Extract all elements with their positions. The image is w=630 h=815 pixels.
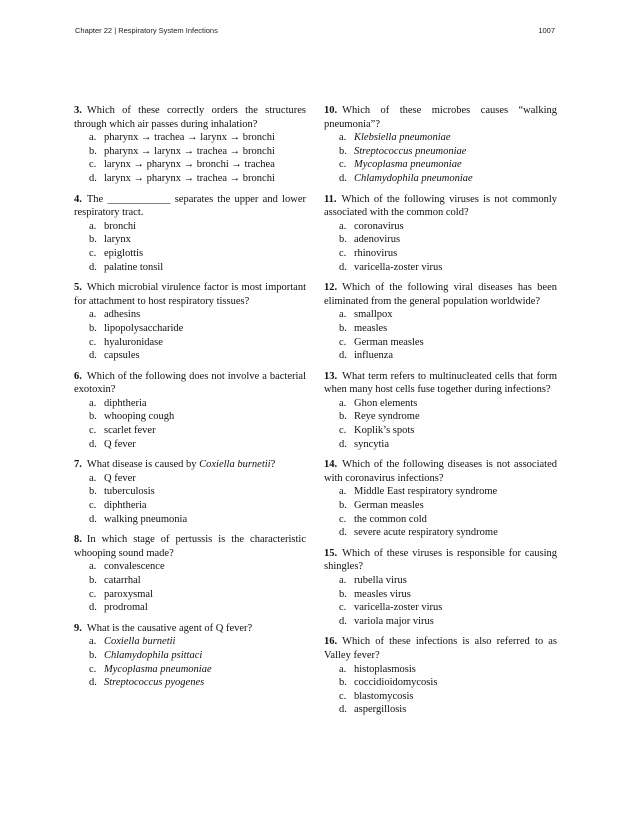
option-text: adenovirus (354, 234, 401, 246)
answer-option (324, 601, 557, 615)
question-number: 13. (324, 370, 338, 382)
option-text: histoplasmosis (354, 663, 416, 675)
option-text: Mycoplasma pneumoniae (354, 159, 462, 171)
answer-option (324, 322, 557, 336)
option-letter: b. (89, 649, 97, 661)
option-letter: b. (339, 322, 347, 334)
answer-option (74, 601, 306, 615)
option-text: palatine tonsil (104, 261, 164, 273)
stem-text: Which microbial virulence factor is most important for attachment to host respiratory tissues? (74, 282, 306, 307)
option-letter: a. (89, 397, 97, 409)
answer-options (324, 397, 557, 451)
question-15 (324, 547, 557, 629)
stem-text: What disease is caused by (86, 459, 200, 471)
answer-option (324, 397, 557, 411)
stem-text: What is the causative agent of Q fever? (86, 622, 253, 634)
answer-option (324, 349, 557, 363)
option-letter: a. (339, 309, 347, 321)
option-text: Chlamydophila pneumoniae (354, 172, 473, 184)
option-text: epiglottis (104, 247, 144, 259)
option-text: larynx → pharynx → bronchi → trachea (104, 159, 275, 171)
option-letter: d. (89, 438, 97, 450)
question-number: 5. (74, 282, 82, 294)
option-text: coccidioidomycosis (354, 677, 438, 689)
question-stem (74, 458, 306, 472)
stem-text: The ____________ separates the upper and lower respiratory tract. (74, 193, 306, 219)
question-3 (74, 104, 306, 186)
question-stem (74, 281, 306, 308)
option-text: hyaluronidase (104, 336, 163, 348)
answer-options (74, 560, 306, 614)
option-letter: a. (339, 486, 347, 498)
option-letter: d. (339, 172, 347, 184)
stem-text: Which of the following diseases is not associated with coronavirus infections? (324, 459, 557, 484)
answer-option (324, 676, 557, 690)
question-9 (74, 622, 306, 690)
answer-option (74, 172, 306, 186)
answer-option (324, 485, 557, 499)
question-stem (324, 458, 557, 485)
option-text: Middle East respiratory syndrome (354, 486, 498, 498)
answer-options (324, 131, 557, 185)
answer-option (324, 145, 557, 159)
option-text: diphtheria (104, 397, 147, 409)
answer-option (324, 220, 557, 234)
answer-option (74, 233, 306, 247)
answer-option (74, 349, 306, 363)
option-text: whooping cough (104, 411, 175, 423)
right-question-column (324, 104, 557, 717)
answer-options (74, 220, 306, 274)
answer-option (324, 663, 557, 677)
answer-options (324, 663, 557, 717)
option-letter: c. (339, 690, 347, 702)
answer-options (324, 220, 557, 274)
option-letter: d. (339, 615, 347, 627)
answer-options (74, 472, 306, 526)
option-text: aspergillosis (354, 704, 407, 716)
answer-option (74, 336, 306, 350)
question-number: 8. (74, 534, 82, 546)
question-number: 9. (74, 622, 82, 634)
question-stem (324, 193, 557, 220)
stem-text: In which stage of pertussis is the characteristic whooping sound made? (74, 534, 306, 559)
question-stem (324, 370, 557, 397)
option-text: convalescence (104, 561, 165, 573)
question-number: 16. (324, 636, 338, 648)
question-number: 11. (324, 193, 337, 205)
option-letter: b. (89, 486, 97, 498)
stem-text: Which of the following does not involve a bacterial exotoxin? (74, 370, 306, 396)
answer-option (324, 410, 557, 424)
option-letter: c. (89, 500, 97, 512)
answer-option (74, 308, 306, 322)
question-8 (74, 533, 306, 615)
option-letter: d. (339, 261, 347, 273)
answer-options (324, 485, 557, 539)
running-header-chapter: Chapter 22 | Respiratory System Infections (75, 26, 218, 35)
option-text: smallpox (354, 309, 393, 321)
stem-text: Which of these infections is also referred to as Valley fever? (324, 636, 557, 661)
question-14 (324, 458, 557, 540)
answer-option (74, 574, 306, 588)
option-text: adhesins (104, 309, 141, 321)
answer-option (74, 663, 306, 677)
answer-option (74, 472, 306, 486)
option-text: walking pneumonia (104, 513, 188, 525)
answer-option (324, 615, 557, 629)
question-5 (74, 281, 306, 363)
question-number: 10. (324, 105, 338, 116)
option-text: syncytia (354, 438, 389, 450)
option-text: Koplik’s spots (354, 425, 415, 437)
question-number: 6. (74, 370, 82, 382)
option-text: Chlamydophila psittaci (104, 649, 203, 661)
answer-option (74, 247, 306, 261)
option-letter: a. (339, 397, 347, 409)
option-letter: b. (339, 234, 347, 246)
answer-option (74, 131, 306, 145)
option-letter: b. (339, 145, 347, 157)
question-number: 15. (324, 547, 338, 559)
answer-option (74, 158, 306, 172)
option-letter: c. (339, 602, 347, 614)
question-stem (324, 104, 557, 131)
option-letter: d. (89, 350, 97, 362)
question-stem (74, 370, 306, 397)
option-text: tuberculosis (104, 486, 155, 498)
answer-option (324, 172, 557, 186)
option-letter: b. (89, 411, 97, 423)
option-text: Q fever (104, 472, 136, 484)
question-13 (324, 370, 557, 452)
option-letter: d. (89, 261, 97, 273)
option-text: Streptococcus pneumoniae (354, 145, 467, 157)
answer-option (74, 220, 306, 234)
option-text: Streptococcus pyogenes (104, 677, 205, 689)
option-letter: c. (89, 336, 97, 348)
answer-option (324, 588, 557, 602)
option-text: paroxysmal (104, 588, 153, 600)
answer-option (74, 649, 306, 663)
answer-option (324, 424, 557, 438)
answer-option (324, 499, 557, 513)
option-letter: c. (339, 159, 347, 171)
option-text: Ghon elements (354, 397, 418, 409)
option-text: German measles (354, 336, 424, 348)
answer-option (324, 131, 557, 145)
option-letter: c. (89, 159, 97, 171)
option-letter: c. (339, 513, 347, 525)
option-text: German measles (354, 500, 424, 512)
question-number: 4. (74, 193, 82, 205)
answer-option (74, 635, 306, 649)
option-text: Coxiella burnetii (104, 636, 176, 648)
option-text: lipopolysaccharide (104, 322, 184, 334)
option-letter: b. (339, 500, 347, 512)
option-text: catarrhal (104, 575, 141, 586)
question-number: 12. (324, 282, 338, 294)
answer-option (324, 233, 557, 247)
question-stem (324, 635, 557, 662)
answer-option (324, 526, 557, 540)
question-stem (324, 281, 557, 308)
option-text: varicella-zoster virus (354, 602, 443, 614)
question-6 (74, 370, 306, 452)
option-letter: a. (339, 220, 347, 232)
stem-text: What term refers to multinucleated cells that form when many host cells fuse together during infections? (324, 370, 557, 396)
option-text: pharynx → larynx → trachea → bronchi (104, 145, 275, 157)
answer-option (74, 397, 306, 411)
answer-option (324, 574, 557, 588)
answer-option (74, 424, 306, 438)
option-text: larynx → pharynx → trachea → bronchi (104, 172, 275, 184)
option-text: measles (354, 322, 388, 334)
stem-text: Which of the following viruses is not commonly associated with the common cold? (324, 193, 557, 219)
answer-option (324, 438, 557, 452)
question-11 (324, 193, 557, 275)
option-letter: a. (339, 132, 347, 144)
answer-option (74, 261, 306, 275)
option-text: severe acute respiratory syndrome (354, 527, 498, 539)
option-text: Reye syndrome (354, 411, 420, 423)
option-text: rhinovirus (354, 247, 398, 259)
option-text: the common cold (354, 513, 427, 525)
option-letter: c. (89, 588, 97, 600)
answer-option (324, 308, 557, 322)
question-4 (74, 193, 306, 275)
question-stem (324, 547, 557, 574)
answer-option (324, 158, 557, 172)
answer-option (74, 560, 306, 574)
option-text: rubella virus (354, 575, 407, 586)
question-stem (74, 104, 306, 131)
option-letter: c. (339, 247, 347, 259)
answer-options (74, 308, 306, 362)
question-16 (324, 635, 557, 717)
option-letter: d. (339, 438, 347, 450)
option-letter: b. (339, 588, 347, 600)
answer-options (74, 635, 306, 689)
answer-option (324, 703, 557, 717)
option-letter: d. (89, 172, 97, 184)
option-letter: b. (339, 677, 347, 689)
option-text: coronavirus (354, 220, 404, 232)
option-letter: a. (89, 132, 97, 144)
option-letter: c. (89, 425, 97, 437)
answer-option (74, 485, 306, 499)
option-letter: b. (89, 322, 97, 334)
option-letter: a. (89, 220, 97, 232)
option-letter: a. (89, 309, 97, 321)
option-letter: d. (89, 513, 97, 525)
option-text: bronchi (104, 220, 137, 232)
option-text: larynx (104, 234, 131, 246)
answer-option (324, 261, 557, 275)
question-7 (74, 458, 306, 526)
question-12 (324, 281, 557, 363)
option-text: scarlet fever (104, 425, 156, 437)
option-letter: a. (89, 472, 97, 484)
page-number: 1007 (538, 26, 555, 35)
stem-italic-term: Coxiella burnetii (199, 459, 271, 471)
question-stem (74, 533, 306, 560)
question-10 (324, 104, 557, 186)
option-text: measles virus (354, 588, 411, 600)
option-letter: c. (339, 425, 347, 437)
answer-option (74, 499, 306, 513)
option-letter: b. (89, 145, 97, 157)
stem-text: Which of these correctly orders the structures through which air passes during inhalation? (74, 105, 306, 130)
answer-option (74, 513, 306, 527)
option-text: blastomycosis (354, 690, 414, 702)
option-letter: a. (89, 561, 97, 573)
option-text: pharynx → trachea → larynx → bronchi (104, 132, 275, 144)
stem-text: ? (270, 459, 276, 471)
question-stem (74, 193, 306, 220)
option-letter: a. (89, 636, 97, 648)
answer-options (324, 574, 557, 628)
option-letter: a. (339, 663, 347, 675)
answer-option (324, 690, 557, 704)
answer-option (74, 676, 306, 690)
option-text: prodromal (104, 602, 148, 614)
option-text: Q fever (104, 438, 136, 450)
option-letter: b. (89, 234, 97, 246)
option-letter: b. (89, 575, 97, 586)
option-letter: a. (339, 575, 347, 586)
option-letter: d. (339, 350, 347, 362)
option-text: Mycoplasma pneumoniae (104, 663, 212, 675)
answer-options (74, 397, 306, 451)
question-number: 14. (324, 459, 338, 471)
option-letter: b. (339, 411, 347, 423)
option-text: Klebsiella pneumoniae (354, 132, 451, 144)
option-text: diphtheria (104, 500, 147, 512)
option-text: variola major virus (354, 615, 434, 627)
option-letter: d. (89, 677, 97, 689)
option-letter: d. (339, 704, 347, 716)
answer-option (74, 145, 306, 159)
answer-option (74, 438, 306, 452)
left-question-column (74, 104, 306, 690)
answer-option (324, 513, 557, 527)
option-text: capsules (104, 350, 140, 362)
question-stem (74, 622, 306, 636)
question-number: 7. (74, 459, 82, 471)
answer-option (324, 336, 557, 350)
answer-options (324, 308, 557, 362)
answer-option (74, 588, 306, 602)
option-letter: d. (89, 602, 97, 614)
option-letter: c. (339, 336, 347, 348)
option-letter: c. (89, 663, 97, 675)
answer-option (74, 322, 306, 336)
stem-text: Which of these microbes causes “walking pneumonia”? (324, 105, 557, 130)
option-letter: c. (89, 247, 97, 259)
option-letter: d. (339, 527, 347, 539)
stem-text: Which of the following viral diseases has been eliminated from the general population worldwide? (324, 282, 557, 307)
stem-text: Which of these viruses is responsible for causing shingles? (324, 547, 557, 573)
answer-option (74, 410, 306, 424)
option-text: varicella-zoster virus (354, 261, 443, 273)
option-text: influenza (354, 350, 394, 362)
question-number: 3. (74, 105, 82, 116)
answer-option (324, 247, 557, 261)
answer-options (74, 131, 306, 185)
